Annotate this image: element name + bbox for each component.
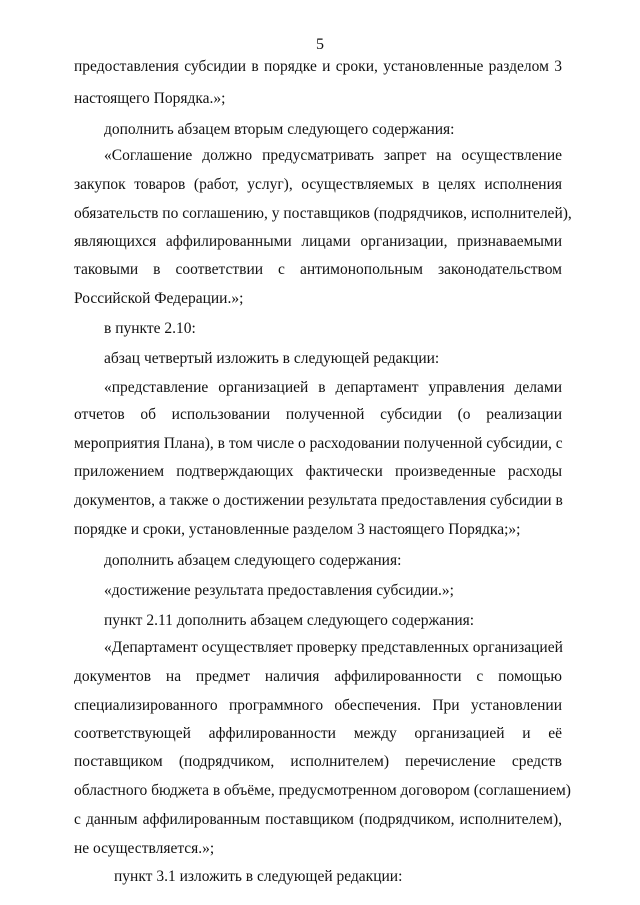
text-line: специализированного программного обеспечения. При установлении: [74, 697, 562, 714]
text-line: мероприятия Плана), в том числе о расходовании полученной субсидии, с: [74, 435, 563, 452]
text-line: с данным аффилированным поставщиком (подрядчиком, исполнителем),: [74, 811, 562, 828]
text-line: порядке и сроки, установленные разделом 3 настоящего Порядка;»;: [74, 521, 521, 538]
text-line: областного бюджета в объёме, предусмотренном договором (соглашением): [74, 782, 571, 799]
text-line: пункт 3.1 изложить в следующей редакции:: [114, 868, 403, 885]
text-line: документов, а также о достижении результата предоставления субсидии в: [74, 492, 563, 509]
text-line: являющихся аффилированными лицами организации, признаваемыми: [74, 233, 562, 250]
text-line: не осуществляется.»;: [74, 840, 215, 857]
text-line: обязательств по соглашению, у поставщиков (подрядчиков, исполнителей),: [74, 205, 572, 222]
text-line: приложением подтверждающих фактически произведенные расходы: [74, 463, 562, 480]
text-line: отчетов об использовании полученной субсидии (о реализации: [74, 406, 562, 423]
text-line: «достижение результата предоставления субсидии.»;: [104, 582, 454, 599]
text-line: «Департамент осуществляет проверку представленных организацией: [104, 639, 563, 656]
text-line: дополнить абзацем следующего содержания:: [104, 552, 402, 569]
text-line: поставщиком (подрядчиком, исполнителем) перечисление средств: [74, 753, 562, 770]
text-line: предоставления субсидии в порядке и сроки, установленные разделом 3: [74, 58, 562, 75]
text-line: соответствующей аффилированности между организацией и её: [74, 725, 562, 742]
text-line: настоящего Порядка.»;: [74, 90, 226, 107]
page-number: 5: [316, 36, 324, 53]
text-line: документов на предмет наличия аффилированности с помощью: [74, 668, 562, 685]
text-line: абзац четвертый изложить в следующей редакции:: [104, 350, 440, 367]
text-line: в пункте 2.10:: [104, 320, 196, 337]
text-line: дополнить абзацем вторым следующего содержания:: [104, 121, 455, 138]
text-line: Российской Федерации.»;: [74, 290, 244, 307]
text-line: таковыми в соответствии с антимонопольным законодательством: [74, 261, 562, 278]
text-line: «Соглашение должно предусматривать запрет на осуществление: [104, 147, 562, 164]
text-line: пункт 2.11 дополнить абзацем следующего содержания:: [104, 612, 475, 629]
text-line: «представление организацией в департамент управления делами: [104, 379, 562, 396]
text-line: закупок товаров (работ, услуг), осуществляемых в целях исполнения: [74, 176, 562, 193]
